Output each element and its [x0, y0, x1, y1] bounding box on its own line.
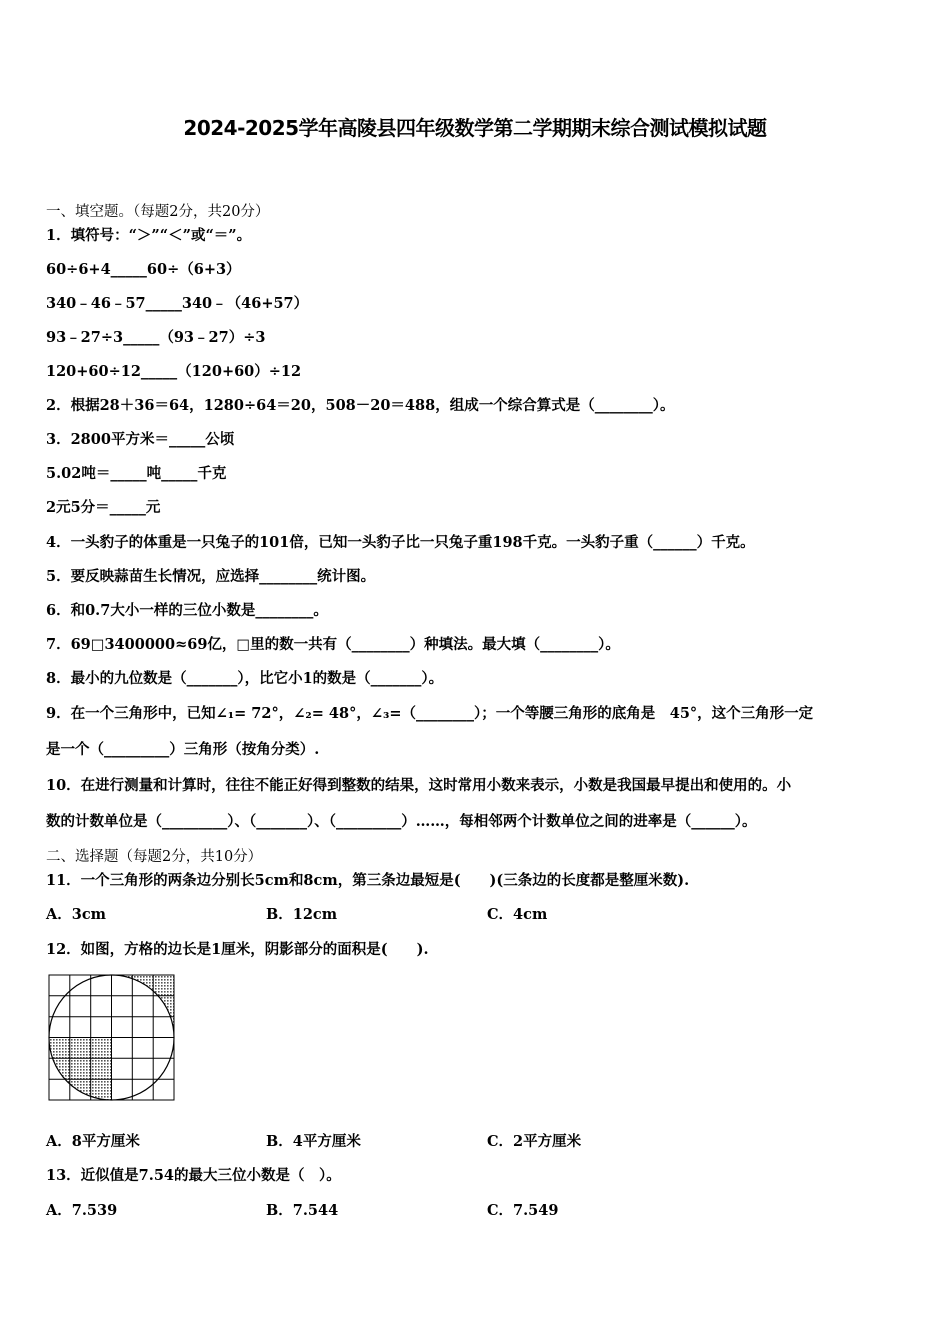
q12-option-b: B．4平方厘米 [266, 1133, 361, 1150]
q2-text: 2．根据28＋36＝64，1280÷64＝20，508－20＝488，组成一个综合算式是（________）。 [46, 397, 675, 414]
q1-b: 340﹣46﹣57_____340﹣（46+57） [46, 295, 309, 312]
q1-stem: 1．填符号：“＞”“＜”或“＝”。 [46, 227, 252, 244]
shaded-quarter-bottom-left [49, 1038, 112, 1101]
q11-option-b: B．12cm [266, 906, 338, 923]
q3-b: 5.02吨＝_____吨_____千克 [46, 465, 227, 482]
q12-option-c: C．2平方厘米 [487, 1133, 582, 1150]
page-title: 2024-2025学年高陵县四年级数学第二学期期末综合测试模拟试题 [183, 116, 767, 140]
q1-c: 93﹣27÷3_____（93﹣27）÷3 [46, 329, 266, 346]
shaded-corner-top-right [112, 975, 175, 1038]
q6-text: 6．和0.7大小一样的三位小数是________。 [46, 602, 328, 619]
q9-line1: 9．在一个三角形中，已知∠₁= 72°，∠₂= 48°，∠₃=（________）；一个等腰三角形的底角是 45°，这个三角形一定 [46, 705, 814, 722]
grid-circle-figure [47, 973, 177, 1103]
q13-stem: 13．近似值是7.54的最大三位小数是（ ）。 [46, 1167, 341, 1184]
q7-text: 7．69□3400000≈69亿，□里的数一共有（________）种填法。最大填（________）。 [46, 636, 620, 653]
q13-option-b: B．7.544 [266, 1202, 339, 1219]
q13-option-a: A．7.539 [46, 1202, 118, 1219]
q10-line2: 数的计数单位是（_________）、（_______）、（_________）……，每相邻两个计数单位之间的进率是（______）。 [46, 813, 757, 830]
q9-line2: 是一个（_________）三角形（按角分类）. [46, 741, 320, 758]
q5-text: 5．要反映蒜苗生长情况，应选择________统计图。 [46, 568, 376, 585]
section-1-heading: 一、填空题。（每题2分，共20分） [46, 204, 270, 220]
q4-text: 4．一头豹子的体重是一只兔子的101倍，已知一头豹子比一只兔子重198千克。一头豹子重（______）千克。 [46, 534, 755, 551]
q12-stem: 12．如图，方格的边长是1厘米，阴影部分的面积是( ). [46, 941, 429, 958]
section-2-heading: 二、选择题（每题2分，共10分） [46, 849, 263, 865]
q10-line1: 10．在进行测量和计算时，往往不能正好得到整数的结果，这时常用小数来表示，小数是我国最早提出和使用的。小 [46, 777, 792, 794]
q11-stem: 11．一个三角形的两条边分别长5cm和8cm，第三条边最短是( )(三条边的长度都是整厘米数). [46, 872, 690, 889]
q11-option-c: C．4cm [487, 906, 548, 923]
q11-option-a: A．3cm [46, 906, 107, 923]
q13-option-c: C．7.549 [487, 1202, 559, 1219]
q3-a: 3．2800平方米＝_____公顷 [46, 431, 235, 448]
q12-option-a: A．8平方厘米 [46, 1133, 140, 1150]
q3-c: 2元5分＝_____元 [46, 499, 161, 516]
q1-d: 120+60÷12_____（120+60）÷12 [46, 363, 302, 380]
q1-a: 60÷6+4_____60÷（6+3） [46, 261, 241, 278]
q8-text: 8．最小的九位数是（_______），比它小1的数是（_______）。 [46, 670, 444, 687]
